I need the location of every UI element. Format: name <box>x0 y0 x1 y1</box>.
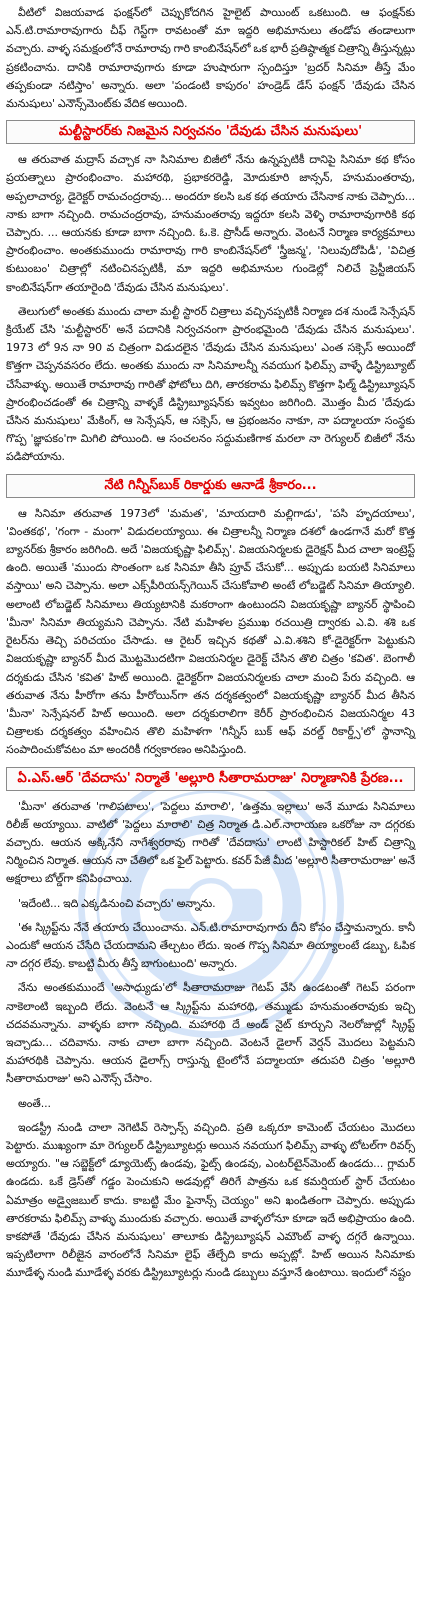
release-success-paragraph: తెలుగులో అంతకు ముందు చాలా మల్టీ స్టారర్ చిత్రాలు వచ్చినప్పటికీ నిర్మాణ దశ నుండే సెన్సేషన్ క్రియేట్ చేసి 'మల్టీస్టారర్' అనే పదానికి నిర్వచనంగా ప్రారంభమైంది 'దేవుడు చేసిన మనుషులు'. 1973 లో 9న నా 90 వ చిత్రంగా విడుదలైన 'దేవుడు చేసిన మనుషులు' ఎంత సక్సెస్ అయిందో కొత్తగా చెప్పనవసరం లేదు. అంతకు ముందు నా సినిమాలన్నీ నవయుగ ఫిలిమ్స్ వాళ్ళే డిస్ట్రిబ్యూట్ చేసేవాళ్ళు. అయితే రామారావు గారితో ఫోటోలు దిగి, తారకరామ ఫిలిమ్స్ కొత్తగా ఫిల్మ్ డిస్ట్రిబ్యూషన్ ప్రారంభించడంతో ఈ చిత్రాన్ని వాళ్ళకే డిస్ట్రిబ్యూషన్‌కు ఇవ్వటం జరిగింది. మొత్తం మీద 'దేవుడు చేసిన మనుషులు' మేకింగ్, ఆ సెన్సేషన్, ఆ సక్సెస్, ఆ ప్రభంజనం నాకూ, నా పద్మాలయా సంస్థకు గొప్ప 'జ్ఞాపకం'గా మిగిలి పోయింది. ఆ సంచలనం సద్దుమణిగాక మరలా నా రెగ్యులర్ బిజీలో నేను పడిపోయాను. <box>6 304 415 464</box>
industry-response-paragraph: ఇండస్ట్రీ నుండి చాలా నెగెటివ్ రెస్పాన్స్ వచ్చింది. ప్రతి ఒక్కరూ కామెంట్ చేయటం మొదలు పెట్టారు. ముఖ్యంగా మా రెగ్యులర్ డిస్ట్రిబ్యూటర్లు అయిన నవయుగ ఫిలిమ్స్ వాళ్ళు టోటల్‌గా రివర్స్ అయ్యారు. "ఆ సబ్జెక్ట్‌లో డ్యూయెట్స్ ఉండవు, ఫైట్స్ ఉండవు, ఎంటర్‌టైన్‌మెంట్ ఉండదు... గ్లామర్ ఉండదు. ఒకే డ్రెస్‌తో గడ్డం పెంచుకుని అడవుల్లో తిరిగే పాత్రను ఒక కమర్షియల్ స్టార్ చేయటం ఏమాత్రం అడ్వైజబుల్ కాదు. కాబట్టి మేం ఫైనాన్స్ చెయ్యం" అని ఖండితంగా చెప్పారు. అప్పుడు తారకరామ ఫిలిమ్స్ వాళ్ళు ముందుకు వచ్చారు. అయితే వాళ్ళలోనూ కూడా ఇదే అభిప్రాయం ఉంది. కాకపోతే 'దేవుడు చేసిన మనుషులు' తాలూకు డిస్ట్రిబ్యూషన్ ఎమౌంట్ వాళ్ళ దగ్గరే ఉన్నాయి. ఇప్పటిలాగా రిలీజైన వారంలోనే సినిమా లైఫ్ తేల్చేది కాదు అప్పట్లో. హిట్ అయిన సినిమాకు మూడేళ్ళ నుండి మూడేళ్ళ వరకు డిస్ట్రిబ్యూటర్లు నుండి డబ్బులు వస్తూనే ఉంటాయి. ఇందులో నష్టం <box>6 1120 415 1280</box>
vijayakrishna-films-paragraph: ఆ సినిమా తరువాత 1973లో 'మమత', 'మాయదారి మల్లిగాడు', 'పసి హృదయాలు', 'వింతకథ', 'గంగా - మంగా' విడుదలయ్యాయి. ఈ చిత్రాలన్నీ నిర్మాణ దశలో ఉండగానే మరో కొత్త బ్యానర్‌కు శ్రీకారం జరిగింది. అదే 'విజయకృష్ణా ఫిలిమ్స్'. విజయనిర్మలకు డైరెక్షన్ మీద చాలా ఇంట్రెస్ట్ ఉంది. అయితే 'ముందు సొంతంగా ఒక సినిమా తీసి ప్రూవ్ చేసుకో... అప్పుడు బయటి సినిమాలు వస్తాయి' అని చెప్పాను. అలా ఎక్స్‌పీరియన్స్‌గెయిన్ చేసుకోవాలి అంటే లోబడ్జెట్ సినిమా తియ్యాలి. అలాంటి లోబడ్జెట్ సినిమాలు తియ్యటానికి మకరాంగా ఉంటుందని విజయకృష్ణా బ్యానర్ స్థాపించి 'మీనా' సినిమా తియ్యమని చెప్పాను. నేటి మహిళల ప్రముఖ రచయిత్రి ద్వారకు ఎ.వి. శశి ఒక రైటర్‌ను తెచ్చి పరిచయం చేసాడు. ఆ రైటర్ ఇచ్చిన కథతో ఎ.వి.శశిని కో-డైరెక్టర్‌గా పెట్టుకుని విజయకృష్ణా బ్యానర్ మీద మొట్టమొదటిగా విజయనిర్మల డైరెక్ట్ చేసిన తొలి చిత్రం 'కవిత'. బెంగాలీ దర్శకుడు చేసిన 'కవిత' హిట్ అయింది. డైరెక్టర్‌గా విజయనిర్మలకు చాలా మంచి పేరు వచ్చింది. ఆ తరువాత నేను హీరోగా తను హీరోయిన్‌గా తన దర్శకత్వంలో విజయకృష్ణా బ్యానర్ మీద తీసిన 'మీనా' సెన్సేషనల్ హిట్ అయింది. అలా దర్శకురాలిగా కెరీర్ ప్రారంభించిన విజయనిర్మల 43 చిత్రాలకు దర్శకత్వం వహించిన తొలి మహిళగా 'గిన్నీస్ బుక్ ఆఫ్ వరల్డ్ రికార్డ్స్'లో స్థానాన్ని సంపాదించుకోవటం మా అందరికీ గర్వకారణం అనిపిస్తుంది. <box>6 506 415 757</box>
story-development-paragraph: ఆ తరువాత మద్రాస్ వచ్చాక నా సినిమాల బిజీలో నేను ఉన్నప్పటికీ దానిపై సినిమా కథ కోసం ప్రయత్నాలు ప్రారంభించాం. మహారథి, ప్రభాకరరెడ్డి, మోదుకూరి జాన్సన్, హనుమంతరావు, అప్పలాచార్య, డైరెక్టర్ రామచంద్రరావు... అందరూ కలసి ఒక కథ తయారు చేసినాక నాకు చెప్పారు... నాకు బాగా నచ్చింది. రామచంద్రరావు, హనుమంతరావు ఇద్దరూ కలసి వెళ్ళి రామారావుగారికి కథ చెప్పారు. ... ఆయనకు కూడా బాగా నచ్చింది. ఓ.కె. ప్రొసీడ్ అన్నారు. వెంటనే నిర్మాణ కార్యక్రమాలు ప్రారంభించాం. అంతకుముందు రామారావు గారి కాంబినేషన్‌లో 'స్త్రీజన్మ', 'నిలువుదోపిడీ', 'విచిత్ర కుటుంబం' చిత్రాల్లో నటించినప్పటికీ, మా ఇద్దరి అభిమానుల గుండెల్లో నిలిచే ప్రెస్టీజియస్ కాంబినేషన్‌గా తయారైంది 'దేవుడు చేసిన మనుషులు'. <box>6 153 415 294</box>
intro-paragraph: వీటిలో విజయవాడ ఫంక్షన్‌లో చెప్పుకోదగిన హైలైట్ పాయింట్ ఒకటుంది. ఆ ఫంక్షన్‌కు ఎన్.టి.రామారావుగారు చీఫ్ గెస్ట్‌గా రావటంతో మా ఇద్దరి అభిమానులు తండోప తండాలుగా వచ్చారు. వాళ్ళ సమక్షంలోనే రామారావు గారి కాంబినేషన్‌లో ఒక భారీ ప్రతిష్ఠాత్మక చిత్రాన్ని తీస్తున్నట్లు ప్రకటించాను. దానికి రామారావుగారు కూడా హుషారుగా స్పందిస్తూ 'బ్రదర్ సినిమా తీస్తే మేం తప్పకుండా నటిస్తాం' అన్నారు. అలా 'పండంటి కాపురం' హండ్రెడ్ డేస్ ఫంక్షన్ 'దేవుడు చేసిన మనుషులు' ఎనౌన్స్‌మెంట్‌కు వేదిక అయింది. <box>6 6 415 111</box>
section-heading-multistarrer: మల్టీస్టారర్‌కు నిజమైన నిర్వచనం 'దేవుడు చేసిన మనుషులు' <box>6 120 415 144</box>
script-preparation-paragraph: నేను అంతకుముందే 'అసాధ్యుడు'లో సీతారామరాజు గెటప్ వేసి ఉండటంతో గెటప్ పరంగా నాకెలాంటి ఇబ్బంది లేదు. వెంటనే ఆ స్క్రిప్ట్‌ను మహారథి, తమ్ముడు హనుమంతరావుకు ఇచ్చి చదవమన్నాను. వాళ్ళకు బాగా నచ్చింది. మహారథి దే అండ్ నైట్ కూర్చుని నెలరోజుల్లో స్క్రిప్ట్ ఇచ్చాడు... చదివాను. నాకు చాలా బాగా నచ్చింది. వెంటనే డైలాగ్ వెర్షన్ మొదలు పెట్టమని మహారథికి చెప్పాను. ఆయన డైలాగ్స్ రాస్తున్న టైంలోనే పద్మాలయా తదుపరి చిత్రం 'అల్లూరి సీతారామరాజు' అని ఎనౌన్స్ చేసాం. <box>6 981 415 1086</box>
question-paragraph: 'ఇదేంటి... ఇది ఎక్కడినుంచి వచ్చారు' అన్నాను. <box>18 896 216 910</box>
producer-visit-paragraph: 'మీనా' తరువాత 'గాలిపటాలు', 'పెద్దలు మారాలి', 'ఉత్తమ ఇల్లాలు' అనే మూడు సినిమాలు రిలీజ్ అయ్యాయి. వాటిలో 'పెద్దలు మారాలి' చిత్ర నిర్మాత డి.ఎల్.నారాయణ ఒకరోజు నా దగ్గరకు వచ్చారు. ఆయన అక్కినేని నాగేశ్వరరావు గారితో 'దేవదాసు' లాంటి హిస్టారికల్ హిట్ చిత్రాన్ని నిర్మించిన నిర్మాత. ఆయన నా చేతిలో ఒక ఫైల్ పెట్టారు. కవర్ పేజీ మీద 'అల్లూరి సీతారామరాజు' అనే అక్షరాలు బోల్డ్‌గా కనిపించాయి. <box>6 799 415 886</box>
section-heading-guinness: నేటి గిన్నీస్‌బుక్ రికార్డుకు ఆనాడే శ్రీకారం... <box>6 474 415 498</box>
section-heading-seetharamaraju: ఏ.ఎస్.ఆర్ 'దేవదాసు' నిర్మాతే 'అల్లూరి సీతారామరాజు' నిర్మాణానికి ప్రేరణ... <box>6 767 415 791</box>
short-transition-paragraph: అంతే... <box>18 1096 51 1110</box>
producer-reply-paragraph: 'ఈ స్క్రిప్ట్‌ను నేనే తయారు చేయించాను. ఎన్.టి.రామారావుగారు దీని కోసం చేస్తామన్నారు. కానీ ఎందుకో ఆయన చేసేది చేయదామని తేల్చటం లేదు. ఇంత గొప్ప సినిమా తియ్యాలంటే డబ్బు, ఓపిక నా దగ్గర లేవు. కాబట్టి మీరు తీస్తే బాగుంటుంది' అన్నారు. <box>6 920 415 971</box>
